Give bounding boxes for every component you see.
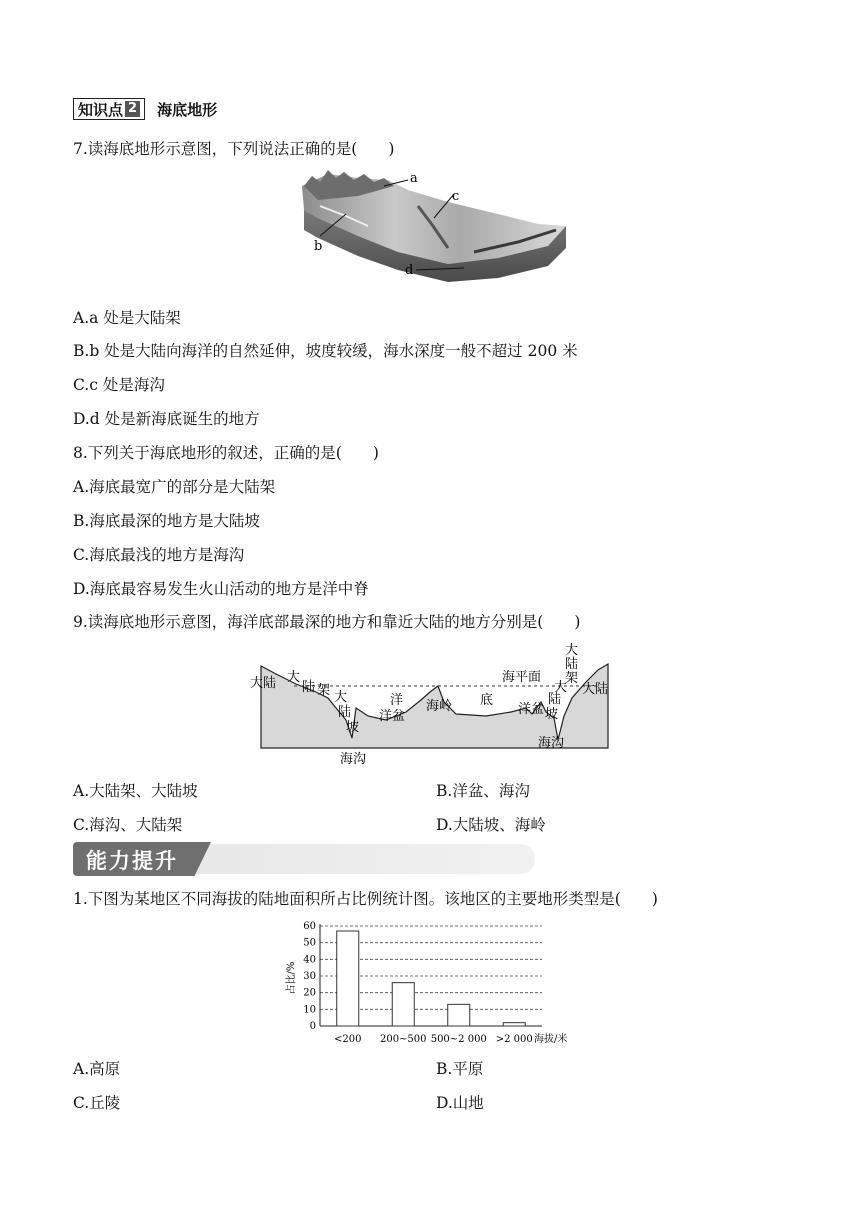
knowledge-point-tag [73,98,145,120]
y-tick-label: 0 [309,1021,316,1032]
bar-1 [392,983,414,1026]
seafloor-block-diagram [298,166,570,284]
q9-stem: 9.读海底地形示意图，海洋底部最深的地方和靠近大陆的地方分别是( ) [73,613,581,631]
q9-option-c: C.海沟、大陆架 [73,816,183,834]
q8-option-d: D.海底最容易发生火山活动的地方是洋中脊 [73,580,369,598]
y-tick-label: 30 [303,971,316,982]
x-tick-label: <200 [334,1034,362,1045]
label-slope-right-2: 陆 [548,692,562,707]
label-shelf-right-3: 架 [565,671,579,686]
y-tick-label: 40 [303,954,316,966]
label-ocean-2: 底 [480,693,494,708]
ability-banner-title: 能力提升 [86,849,178,873]
q9-option-d: D.大陆坡、海岭 [436,816,546,834]
q1-option-c: C.丘陵 [73,1094,121,1112]
x-tick-label: 200~500 [379,1034,427,1045]
label-basin-left: 洋盆 [379,709,406,724]
label-trench-right: 海沟 [538,736,565,751]
ability-banner [73,842,535,876]
y-tick-label: 60 [303,921,316,932]
label-b: b [314,239,323,254]
knowledge-point-title: 海底地形 [157,100,218,119]
knowledge-point-header [73,98,217,120]
label-continent-left: 大陆 [250,676,277,691]
label-d: d [405,263,414,278]
bar-0 [337,931,359,1026]
q7-option-c: C.c 处是海沟 [73,376,165,394]
q9-option-b: B.洋盆、海沟 [436,782,530,800]
q8-stem: 8.下列关于海底地形的叙述，正确的是( ) [73,444,379,462]
q1-option-a: A.高原 [73,1060,121,1078]
x-tick-label: 500~2 000 [430,1034,487,1045]
label-slope-left-3: 坡 [346,720,360,735]
x-axis-label: 海拔/米 [534,1034,568,1045]
label-ridge: 海岭 [426,699,453,714]
bar-2 [448,1004,470,1026]
label-shelf-right-2: 陆 [565,657,579,672]
y-axis-label: 占比/% [286,961,297,995]
label-continent-right: 大陆 [582,682,609,697]
x-tick-labels [334,1034,533,1045]
x-tick-label: >2 000 [495,1034,533,1045]
label-basin-right: 洋盆 [518,702,545,717]
label-slope-right-3: 坡 [545,707,559,722]
q7-stem: 7.读海底地形示意图，下列说法正确的是( ) [73,140,395,158]
q8-option-b: B.海底最深的地方是大陆坡 [73,512,260,530]
q1-stem: 1.下图为某地区不同海拔的陆地面积所占比例统计图。该地区的主要地形类型是( ) [73,890,658,908]
q1-option-b: B.平原 [436,1060,484,1078]
label-trench-left: 海沟 [340,752,367,767]
q7-option-b: B.b 处是大陆向海洋的自然延伸，坡度较缓，海水深度一般不超过 200 米 [73,342,578,360]
q8-option-a: A.海底最宽广的部分是大陆架 [73,478,276,496]
y-tick-label: 20 [303,987,316,999]
label-sea-level: 海平面 [502,670,542,685]
label-c: c [452,189,460,204]
y-tick-label: 10 [303,1004,316,1016]
knowledge-point-number: 2 [125,101,140,117]
label-slope-left-1: 大 [334,690,348,705]
label-shelf-left-2: 陆 [302,680,316,695]
label-shelf-left-3: 架 [317,683,331,698]
q9-option-a: A.大陆架、大陆坡 [73,782,198,800]
label-slope-left-2: 陆 [338,705,352,720]
y-tick-label: 50 [303,937,316,949]
label-a: a [410,171,418,186]
q8-option-c: C.海底最浅的地方是海沟 [73,546,245,564]
chart-bars [337,931,526,1026]
elevation-bar-chart [282,918,582,1048]
q1-option-d: D.山地 [436,1094,484,1112]
label-shelf-right-1: 大 [565,643,579,658]
y-tick-labels [303,921,316,1032]
label-slope-right-1: 大 [554,680,568,695]
q7-option-a: A.a 处是大陆架 [73,309,181,327]
knowledge-point-tag-text: 知识点 [78,100,124,119]
q7-option-d: D.d 处是新海底诞生的地方 [73,410,260,428]
bar-3 [503,1023,525,1026]
label-ocean-1: 洋 [390,693,404,708]
label-shelf-left-1: 大 [287,670,301,685]
seafloor-profile-diagram [246,640,618,770]
